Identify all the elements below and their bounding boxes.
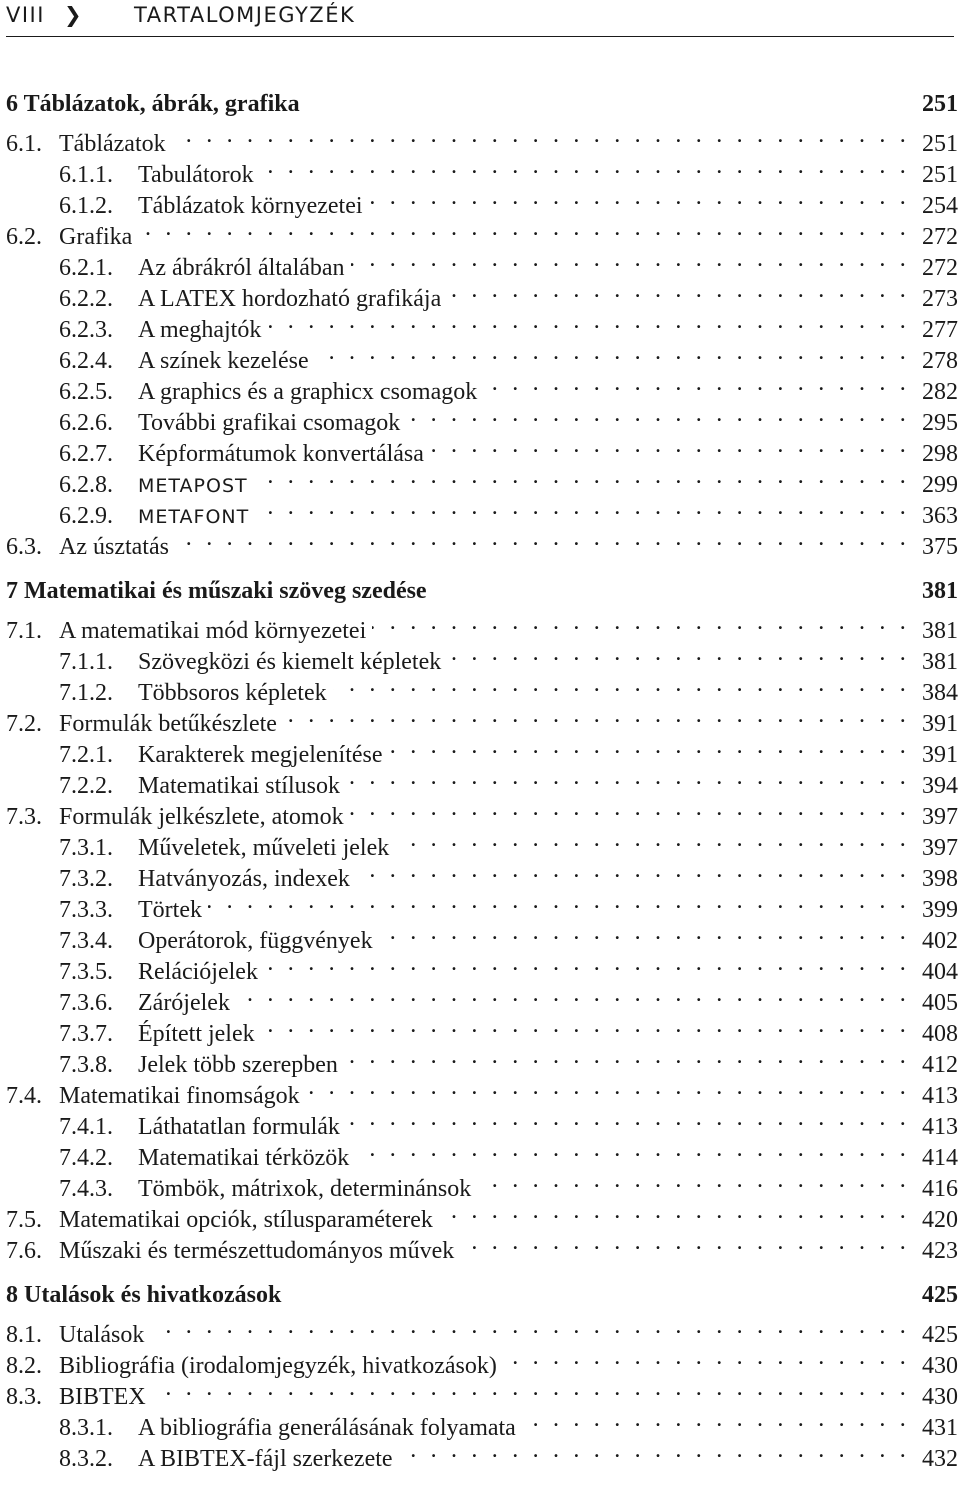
entry-number: 7.4.2. [59, 1145, 113, 1171]
entry-title: Láthatatlan formulák [138, 1114, 340, 1140]
dot-leader [346, 762, 910, 793]
dot-leader [315, 337, 910, 368]
entry-title: A graphics és a graphicx csomagok [138, 379, 478, 405]
entry-number: 7.4.3. [59, 1176, 113, 1202]
entry-number: 6.2.8. [59, 472, 113, 498]
entry-number: 7.5. [6, 1207, 42, 1233]
toc-section[interactable] [6, 1311, 958, 1348]
entry-page: 381 [922, 649, 958, 675]
entry-page: 272 [922, 224, 958, 250]
toc-chapter-heading[interactable] [6, 89, 958, 120]
entry-number: 6.1.1. [59, 162, 113, 188]
dot-leader [372, 607, 910, 638]
entry-page: 391 [922, 742, 958, 768]
entry-number: 8.2. [6, 1353, 42, 1379]
entry-page: 397 [922, 804, 958, 830]
dot-leader [389, 731, 910, 762]
entry-title: BIBTEX [59, 1384, 146, 1410]
entry-page: 299 [922, 472, 958, 498]
dot-leader [483, 368, 910, 399]
dot-leader [260, 151, 910, 182]
entry-number: 6.1.2. [59, 193, 113, 219]
toc-chapter-heading[interactable] [6, 576, 958, 607]
entry-title: Táblázatok környezetei [138, 193, 363, 219]
entry-number: 6.2.4. [59, 348, 113, 374]
entry-page: 394 [922, 773, 958, 799]
entry-title: A BIBTEX-fájl szerkezete [138, 1446, 393, 1472]
dot-leader [503, 1342, 910, 1373]
entry-title: Bibliográfia (irodalomjegyzék, hivatkozások) [59, 1353, 497, 1379]
entry-number: 7.3.1. [59, 835, 113, 861]
dot-leader [172, 120, 910, 151]
entry-title: Hatványozás, indexek [138, 866, 350, 892]
entry-page: 430 [922, 1353, 958, 1379]
entry-page: 413 [922, 1114, 958, 1140]
dot-leader [333, 669, 910, 700]
entry-page: 391 [922, 711, 958, 737]
entry-number: 7.4. [6, 1083, 42, 1109]
entry-number: 8.3. [6, 1384, 42, 1410]
entry-page: 425 [922, 1322, 958, 1348]
entry-number: 8.1. [6, 1322, 42, 1348]
entry-title: Képformátumok konvertálása [138, 441, 424, 467]
chapter-page: 251 [922, 91, 958, 117]
dot-leader [283, 700, 910, 731]
entry-page: 408 [922, 1021, 958, 1047]
dot-leader [236, 979, 910, 1010]
entry-title: Formulák jelkészlete, atomok [59, 804, 344, 830]
dot-leader [267, 306, 910, 337]
dot-leader [350, 793, 910, 824]
entry-number: 7.3.5. [59, 959, 113, 985]
dot-leader [344, 1041, 910, 1072]
entry-title: Matematikai térközök [138, 1145, 350, 1171]
entry-title: Matematikai stílusok [138, 773, 340, 799]
chapter-title: 6 Táblázatok, ábrák, grafika [6, 91, 300, 117]
dot-leader [152, 1373, 910, 1404]
entry-number: 7.2.1. [59, 742, 113, 768]
running-header [6, 0, 954, 37]
entry-title: További grafikai csomagok [138, 410, 401, 436]
toc-subsection[interactable] [6, 1404, 958, 1441]
header-title: TARTALOMJEGYZÉK [134, 3, 356, 27]
entry-number: 7.3.6. [59, 990, 113, 1016]
entry-page: 398 [922, 866, 958, 892]
entry-number: 6.2. [6, 224, 42, 250]
chapter-page: 381 [922, 578, 958, 604]
entry-number: 7.6. [6, 1238, 42, 1264]
chevron-right-icon: ❯ [64, 3, 84, 27]
entry-page: 402 [922, 928, 958, 954]
entry-number: 7.3.4. [59, 928, 113, 954]
entry-page: 251 [922, 162, 958, 188]
dot-leader [439, 1196, 910, 1227]
entry-number: 8.3.1. [59, 1415, 113, 1441]
page-number: VIII [6, 3, 45, 27]
entry-number: 6.2.5. [59, 379, 113, 405]
entry-page: 272 [922, 255, 958, 281]
dot-leader [138, 213, 910, 244]
entry-title: Műszaki és természettudományos művek [59, 1238, 455, 1264]
entry-title: Szövegközi és kiemelt képletek [138, 649, 442, 675]
entry-title: Relációjelek [138, 959, 258, 985]
toc-subsection[interactable] [6, 244, 958, 281]
chapter-title: 8 Utalások és hivatkozások [6, 1282, 282, 1308]
dot-leader [261, 1010, 910, 1041]
entry-page: 423 [922, 1238, 958, 1264]
entry-title: Műveletek, műveleti jelek [138, 835, 390, 861]
entry-page: 273 [922, 286, 958, 312]
entry-page: 278 [922, 348, 958, 374]
dot-leader [369, 182, 910, 213]
chapter-title: 7 Matematikai és műszaki szöveg szedése [6, 578, 427, 604]
entry-number: 7.3.7. [59, 1021, 113, 1047]
dot-leader [447, 638, 910, 669]
entry-number: 6.3. [6, 534, 42, 560]
entry-title: Matematikai opciók, stílusparaméterek [59, 1207, 433, 1233]
dot-leader [351, 244, 910, 275]
entry-page: 254 [922, 193, 958, 219]
entry-number: 7.3. [6, 804, 42, 830]
dot-leader [356, 855, 910, 886]
dot-leader [477, 1165, 910, 1196]
dot-leader [346, 1103, 910, 1134]
entry-page: 416 [922, 1176, 958, 1202]
entry-title: A színek kezelése [138, 348, 309, 374]
entry-page: 384 [922, 680, 958, 706]
entry-title: Formulák betűkészlete [59, 711, 277, 737]
entry-title: A bibliográfia generálásának folyamata [138, 1415, 516, 1441]
dot-leader [355, 1134, 910, 1165]
entry-number: 8.3.2. [59, 1446, 113, 1472]
table-of-contents [6, 89, 958, 1488]
chapter-page: 425 [922, 1282, 958, 1308]
dot-leader [395, 824, 910, 855]
entry-page: 381 [922, 618, 958, 644]
entry-title: Matematikai finomságok [59, 1083, 300, 1109]
dot-leader [208, 886, 910, 917]
dot-leader [460, 1227, 910, 1258]
entry-number: 6.2.2. [59, 286, 113, 312]
entry-title: Utalások [59, 1322, 145, 1348]
entry-page: 405 [922, 990, 958, 1016]
dot-leader [264, 948, 910, 979]
entry-title: Többsoros képletek [138, 680, 327, 706]
entry-title: Tabulátorok [138, 162, 254, 188]
entry-page: 282 [922, 379, 958, 405]
entry-number: 7.3.3. [59, 897, 113, 923]
dot-leader [306, 1072, 910, 1103]
toc-section[interactable] [6, 1342, 958, 1379]
entry-title: A LATEX hordozható grafikája [138, 286, 442, 312]
entry-page: 375 [922, 534, 958, 560]
entry-number: 6.2.9. [59, 503, 113, 529]
entry-page: 413 [922, 1083, 958, 1109]
entry-number: 6.2.1. [59, 255, 113, 281]
dot-leader [254, 461, 910, 492]
entry-title: Az ábrákról általában [138, 255, 345, 281]
entry-page: 430 [922, 1384, 958, 1410]
entry-title: Jelek több szerepben [138, 1052, 338, 1078]
dot-leader [175, 523, 910, 554]
entry-title: Az úsztatás [59, 534, 169, 560]
entry-page: 251 [922, 131, 958, 157]
entry-number: 6.2.3. [59, 317, 113, 343]
entry-number: 7.3.2. [59, 866, 113, 892]
entry-title: A meghajtók [138, 317, 262, 343]
dot-leader [255, 492, 910, 523]
toc-chapter-heading[interactable] [6, 1280, 958, 1311]
entry-page: 397 [922, 835, 958, 861]
entry-title: Karakterek megjelenítése [138, 742, 383, 768]
entry-page: 432 [922, 1446, 958, 1472]
entry-title: Tömbök, mátrixok, determinánsok [138, 1176, 472, 1202]
entry-page: 431 [922, 1415, 958, 1441]
entry-number: 7.4.1. [59, 1114, 113, 1140]
entry-page: 363 [922, 503, 958, 529]
entry-number: 7.1.2. [59, 680, 113, 706]
entry-page: 295 [922, 410, 958, 436]
entry-title: METAFONT [138, 506, 250, 528]
entry-number: 7.2. [6, 711, 42, 737]
toc-chapter [6, 1280, 958, 1472]
entry-page: 420 [922, 1207, 958, 1233]
entry-title: Zárójelek [138, 990, 230, 1016]
entry-number: 6.2.6. [59, 410, 113, 436]
entry-page: 414 [922, 1145, 958, 1171]
toc-section[interactable] [6, 213, 958, 250]
dot-leader [447, 275, 910, 306]
entry-title: METAPOST [138, 475, 248, 497]
dot-leader [150, 1311, 910, 1342]
entry-number: 7.3.8. [59, 1052, 113, 1078]
entry-number: 7.1. [6, 618, 42, 644]
dot-leader [430, 430, 910, 461]
entry-number: 6.1. [6, 131, 42, 157]
entry-title: A matematikai mód környezetei [59, 618, 367, 644]
entry-title: Táblázatok [59, 131, 166, 157]
entry-page: 298 [922, 441, 958, 467]
dot-leader [406, 399, 910, 430]
entry-page: 277 [922, 317, 958, 343]
entry-number: 6.2.7. [59, 441, 113, 467]
dot-leader [379, 917, 910, 948]
toc-section[interactable] [6, 120, 958, 157]
toc-section[interactable] [6, 607, 958, 644]
entry-page: 404 [922, 959, 958, 985]
entry-title: Épített jelek [138, 1021, 255, 1047]
entry-title: Operátorok, függvények [138, 928, 373, 954]
toc-chapter [6, 89, 958, 560]
entry-title: Törtek [138, 897, 202, 923]
entry-page: 412 [922, 1052, 958, 1078]
dot-leader [399, 1435, 910, 1466]
entry-page: 399 [922, 897, 958, 923]
entry-number: 7.1.1. [59, 649, 113, 675]
dot-leader [522, 1404, 910, 1435]
toc-chapter [6, 576, 958, 1264]
entry-number: 7.2.2. [59, 773, 113, 799]
entry-title: Grafika [59, 224, 133, 250]
